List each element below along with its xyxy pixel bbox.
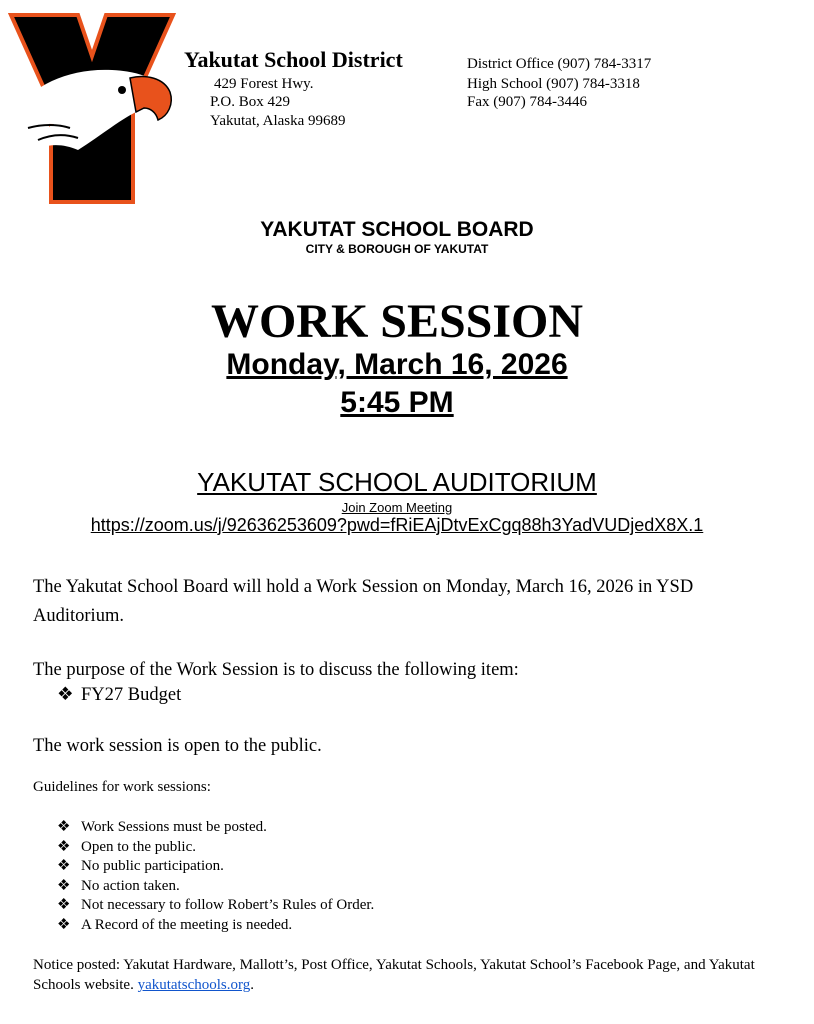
purpose-paragraph: The purpose of the Work Session is to discuss the following item: (33, 660, 519, 680)
diamond-bullet-icon: ❖ (57, 878, 71, 894)
agenda-item (57, 684, 181, 706)
district-office-phone: District Office (907) 784-3317 (467, 56, 652, 72)
high-school-phone: High School (907) 784-3318 (467, 76, 640, 92)
diamond-bullet-icon: ❖ (57, 685, 74, 705)
diamond-bullet-icon: ❖ (57, 819, 71, 835)
guidelines-title: Guidelines for work sessions: (33, 779, 211, 795)
website-link[interactable]: yakutatschools.org (137, 977, 251, 993)
work-session-title: WORK SESSION (210, 295, 584, 348)
diamond-bullet-icon: ❖ (57, 917, 71, 933)
address-line-2: P.O. Box 429 (210, 94, 291, 110)
guideline-label: Not necessary to follow Robert’s Rules of Order. (81, 897, 375, 913)
guideline-item (57, 876, 180, 895)
diamond-bullet-icon: ❖ (57, 897, 71, 913)
board-title: YAKUTAT SCHOOL BOARD (260, 218, 534, 241)
guideline-item (57, 856, 224, 875)
guideline-label: Work Sessions must be posted. (81, 819, 267, 835)
address-line-1: 429 Forest Hwy. (214, 76, 314, 92)
zoom-url-link[interactable]: https://zoom.us/j/92636253609?pwd=fRiEAjDtvExCgq88h3YadVUDjedX8X.1 (90, 515, 704, 535)
guideline-item (57, 817, 267, 836)
guideline-item (57, 915, 292, 934)
notice-end: . (250, 977, 254, 993)
diamond-bullet-icon: ❖ (57, 858, 71, 874)
guideline-label: A Record of the meeting is needed. (81, 917, 293, 933)
district-name: Yakutat School District (184, 47, 403, 72)
agenda-item-label: FY27 Budget (81, 685, 182, 705)
guideline-item (57, 837, 196, 856)
notice-paragraph (33, 955, 783, 995)
join-zoom-link[interactable]: Join Zoom Meeting (341, 500, 453, 515)
session-date: Monday, March 16, 2026 (226, 348, 568, 381)
open-paragraph: The work session is open to the public. (33, 736, 322, 756)
session-time: 5:45 PM (340, 386, 454, 419)
diamond-bullet-icon: ❖ (57, 839, 71, 855)
fax-number: Fax (907) 784-3446 (467, 94, 587, 110)
guideline-label: Open to the public. (81, 839, 196, 855)
notice-text: Notice posted: Yakutat Hardware, Mallott’s, Post Office, Yakutat Schools, Yakutat School’s Facebook Page, and Yakutat Schools website. (33, 957, 755, 993)
guideline-label: No public participation. (81, 858, 224, 874)
address-line-3: Yakutat, Alaska 99689 (210, 113, 346, 129)
guideline-item (57, 895, 374, 914)
guideline-label: No action taken. (81, 878, 180, 894)
board-subtitle: CITY & BOROUGH OF YAKUTAT (305, 242, 489, 256)
district-logo (8, 12, 176, 206)
intro-paragraph: The Yakutat School Board will hold a Work Session on Monday, March 16, 2026 in YSD Auditorium. (33, 577, 694, 626)
session-venue: YAKUTAT SCHOOL AUDITORIUM (197, 467, 597, 497)
